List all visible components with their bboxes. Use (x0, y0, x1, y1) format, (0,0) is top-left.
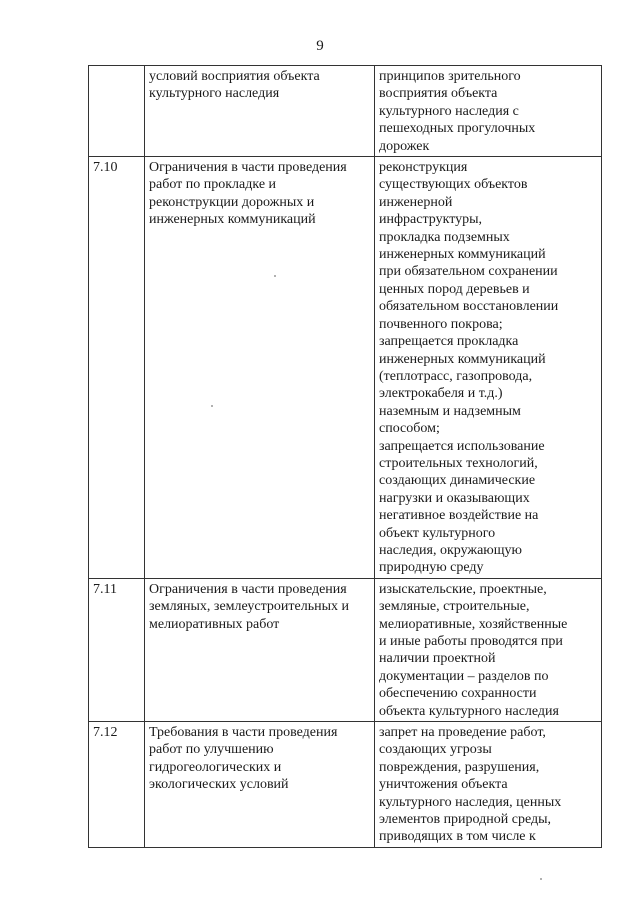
table-row (89, 722, 602, 848)
item-number-cell: 7.10 (89, 157, 145, 579)
requirement-cell: запрет на проведение работ, создающих угрозы повреждения, разрушения, уничтожения объекта культурного наследия, ценных элементов природной среды, приводящих в том числе к (375, 722, 602, 848)
item-number-cell: 7.12 (89, 722, 145, 848)
requirement-cell: изыскательские, проектные, земляные, строительные, мелиоративные, хозяйственные и иные работы проводятся при наличии проектной документации – разделов по обеспечению сохранности объекта культурного наследия (375, 578, 602, 721)
table-row (89, 578, 602, 721)
restriction-name-cell: условий восприятия объекта культурного наследия (145, 66, 375, 157)
restriction-name-cell: Ограничения в части проведения работ по прокладке и реконструкции дорожных и инженерных коммуникаций (145, 157, 375, 579)
scan-speck (274, 275, 276, 277)
restriction-name-cell: Ограничения в части проведения земляных, землеустроительных и мелиоративных работ (145, 578, 375, 721)
requirements-table (88, 65, 602, 848)
table-row (89, 66, 602, 157)
page-number: 9 (316, 38, 324, 54)
restriction-name-cell: Требования в части проведения работ по улучшению гидрогеологических и экологических условий (145, 722, 375, 848)
item-number-cell: 7.11 (89, 578, 145, 721)
scan-speck (211, 405, 213, 407)
requirement-cell: принципов зрительного восприятия объекта культурного наследия с пешеходных прогулочных дорожек (375, 66, 602, 157)
item-number-cell (89, 66, 145, 157)
requirement-cell: реконструкция существующих объектов инженерной инфраструктуры, прокладка подземных инженерных коммуникаций при обязательном сохранении ценных пород деревьев и обязательном восстановлении почвенного покрова; запрещается прокладка инженерных коммуникаций (теплотрасс, газопровода, электрокабеля и т.д.) наземным и надземным способом; запрещается использование строительных технологий, создающих динамические нагрузки и оказывающих негативное воздействие на объект культурного наследия, окружающую природную среду (375, 157, 602, 579)
table-row (89, 157, 602, 579)
scan-speck (540, 878, 542, 880)
